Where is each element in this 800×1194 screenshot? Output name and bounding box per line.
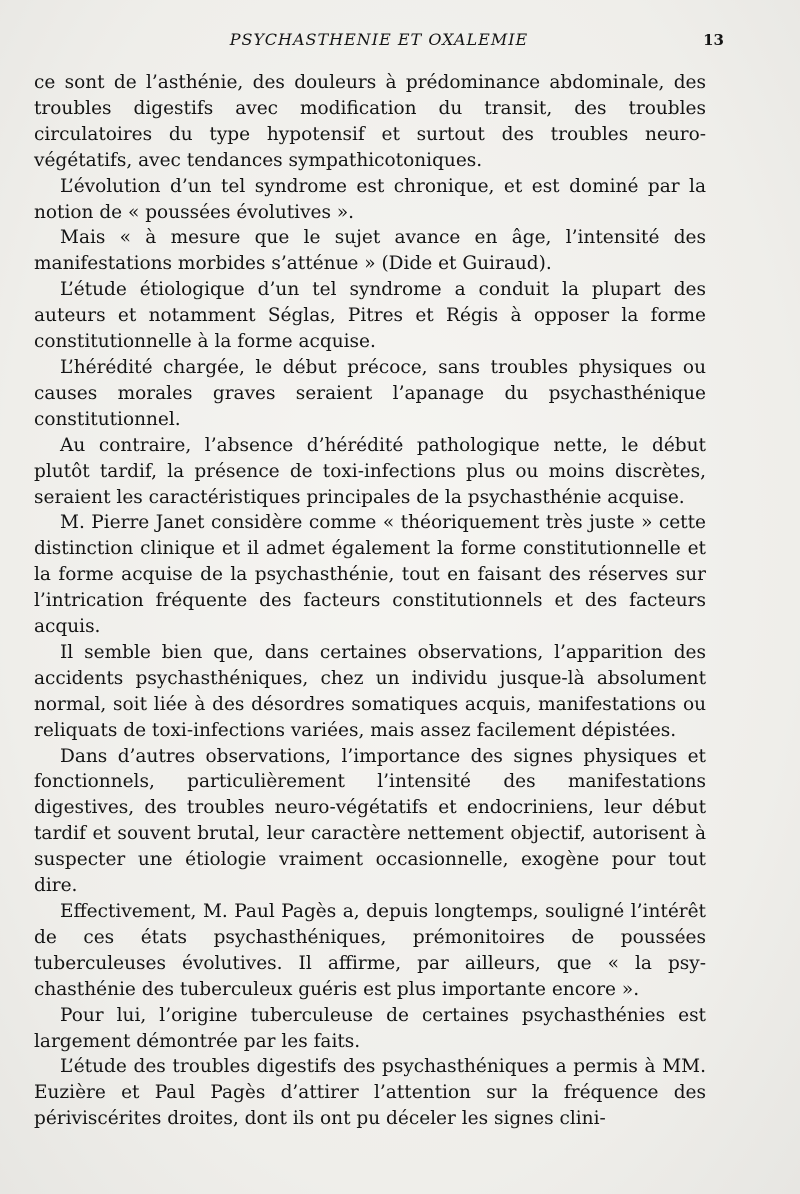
paragraph: L’étude étiologique d’un tel syndrome a conduit la plupart des auteurs et notamment Séglas, Pitres et Régis à opposer la forme constitutionnelle à la forme acquise. bbox=[34, 279, 706, 353]
paragraph: Il semble bien que, dans certaines observations, l’apparition des accidents psychasthéniques, chez un individu jusque-là absolument normal, soit liée à des désordres somatiques acquis, manifestations ou reliquats de toxi-infections variées, mais assez facilement dépistées. bbox=[34, 641, 706, 741]
paragraph: Au contraire, l’absence d’hérédité pathologique nette, le début plutôt tardif, la présence de toxi-infections plus ou moins discrètes, seraient les caractéristiques principales de la psychasthénie acquise. bbox=[34, 434, 706, 508]
running-title: PSYCHASTHENIE ET OXALEMIE bbox=[229, 30, 529, 49]
paragraph: M. Pierre Janet considère comme « théoriquement très juste » cette distinction clinique et il admet également la forme constitutionnelle et la forme acquise de la psychasthénie, tout en faisant des réserves sur l’intrication fréquente des facteurs constitutionnels et des facteurs acquis. bbox=[34, 512, 706, 638]
paragraph: Dans d’autres observations, l’importance des signes physiques et fonctionnels, particulièrement l’intensité des manifestations digestives, des troubles neuro-végétatifs et endocriniens, leur début tardif et souvent brutal, leur caractère nettement objectif, autorisent à suspecter une étiologie vraiment occasionnelle, exogène pour tout dire. bbox=[34, 745, 706, 897]
page-number: 13 bbox=[703, 31, 724, 49]
page-header bbox=[34, 28, 724, 52]
paragraph: ce sont de l’asthénie, des douleurs à prédominance abdominale, des troubles digestifs avec modification du transit, des troubles circulatoires du type hypotensif et surtout des troubles neuro-végétatifs, avec tendances sympathicotoniques. bbox=[34, 72, 706, 171]
paragraph: Effectivement, M. Paul Pagès a, depuis longtemps, souligné l’intérêt de ces états psychasthéniques, prémonitoires de poussées tuberculeuses évolutives. Il affirme, par ailleurs, que « la psychasthénie des tuberculeux guéris est plus importante encore ». bbox=[34, 901, 706, 1000]
paragraph: L’étude des troubles digestifs des psychasthéniques a permis à MM. Euzière et Paul Pagès d’attirer l’attention sur la fréquence des périviscérites droites, dont ils ont pu déceler les signes clini- bbox=[34, 1056, 706, 1130]
paragraph: Mais « à mesure que le sujet avance en âge, l’intensité des manifestations morbides s’atténue » (Dide et Guiraud). bbox=[34, 227, 706, 275]
paragraph: L’hérédité chargée, le début précoce, sans troubles physiques ou causes morales graves seraient l’apanage du psychasthénique constitutionnel. bbox=[34, 356, 706, 430]
paragraph: L’évolution d’un tel syndrome est chronique, et est dominé par la notion de « poussées évolutives ». bbox=[34, 175, 706, 223]
body-text bbox=[34, 70, 706, 1132]
paragraph: Pour lui, l’origine tuberculeuse de certaines psychasthénies est largement démontrée par les faits. bbox=[34, 1004, 706, 1052]
